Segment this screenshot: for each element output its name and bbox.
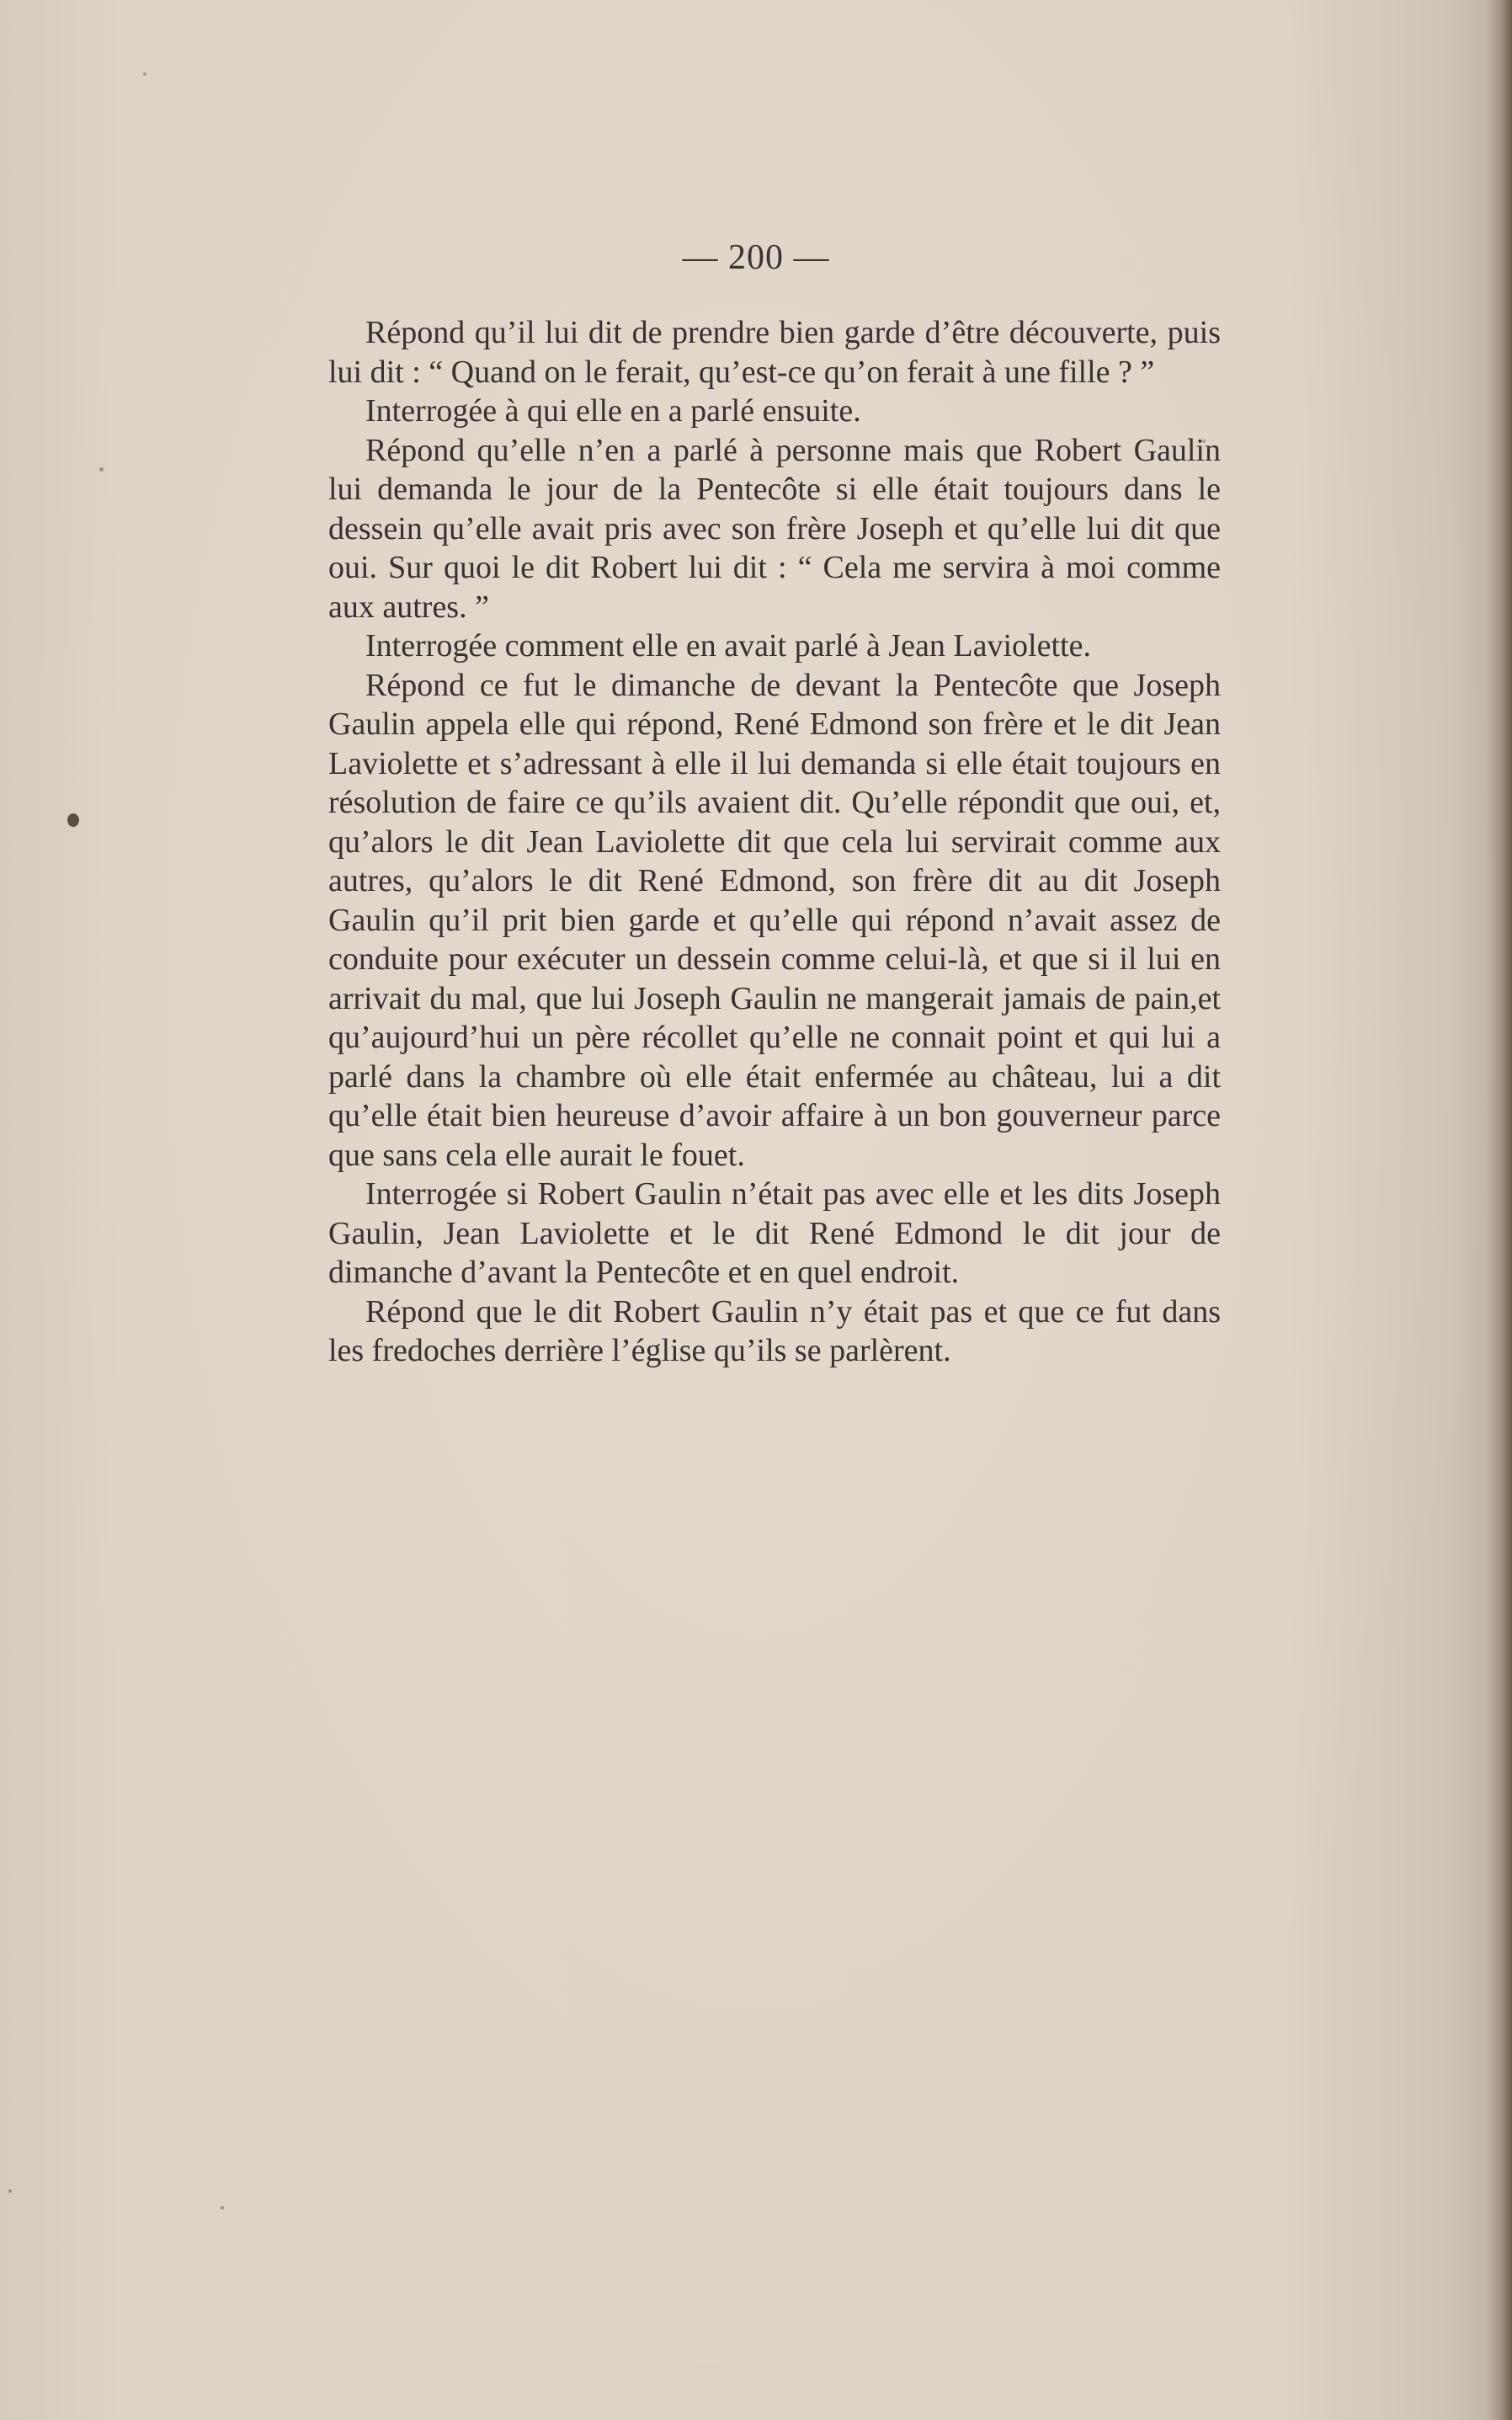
ink-speck	[221, 2206, 224, 2209]
paragraph: Répond qu’il lui dit de prendre bien garde d’être découverte, puis lui dit : “ Quand on le ferait, qu’est-ce qu’on ferait à une fille ? ”	[328, 315, 1221, 390]
paragraph: Interrogée si Robert Gaulin n’était pas avec elle et les dits Joseph Gaulin, Jean Laviolette et le dit René Edmond le dit jour de dimanche d’avant la Pentecôte et en quel endroit.	[328, 1176, 1221, 1290]
body-text	[328, 313, 1221, 1371]
paragraph: Répond ce fut le dimanche de devant la Pentecôte que Joseph Gaulin appela elle qui répond, René Edmond son frère et le dit Jean Laviolette et s’adressant à elle il lui demanda si elle était toujours en résolution de faire ce qu’ils avaient dit. Qu’elle répondit que oui, et, qu’alors le dit Jean Laviolette dit que cela lui servirait comme aux autres, qu’alors le dit René Edmond, son frère dit au dit Joseph Gaulin qu’il prit bien garde et qu’elle qui répond n’avait assez de conduite pour exécuter un dessein comme celui-là, et que si il lui en arrivait du mal, que lui Joseph Gaulin ne mangerait jamais de pain,et qu’aujourd’hui un père récollet qu’elle ne connait point et qui lui a parlé dans la chambre où elle était enfermée au château, lui a dit qu’elle était bien heureuse d’avoir affaire à un bon gouverneur parce que sans cela elle aurait le fouet.	[328, 667, 1221, 1173]
paragraph: Interrogée comment elle en avait parlé à Jean Laviolette.	[365, 628, 1091, 664]
paragraph: Répond qu’elle n’en a parlé à personne mais que Robert Gaulin lui demanda le jour de la Pentecôte si elle était toujours dans le dessein qu’elle avait pris avec son frère Joseph et qu’elle lui dit que oui. Sur quoi le dit Robert lui dit : “ Cela me servira à moi comme aux autres. ”	[328, 432, 1221, 625]
paragraph: Répond que le dit Robert Gaulin n’y était pas et que ce fut dans les fredoches derrière l’église qu’ils se parlèrent.	[328, 1293, 1221, 1368]
ink-speck	[143, 72, 146, 76]
ink-speck	[99, 467, 104, 472]
page-number: — 200 —	[682, 238, 830, 277]
page-edge-shadow	[1487, 0, 1512, 2420]
paragraph: Interrogée à qui elle en a parlé ensuite.	[365, 393, 861, 429]
ink-speck	[67, 813, 79, 827]
ink-speck	[8, 2189, 12, 2193]
